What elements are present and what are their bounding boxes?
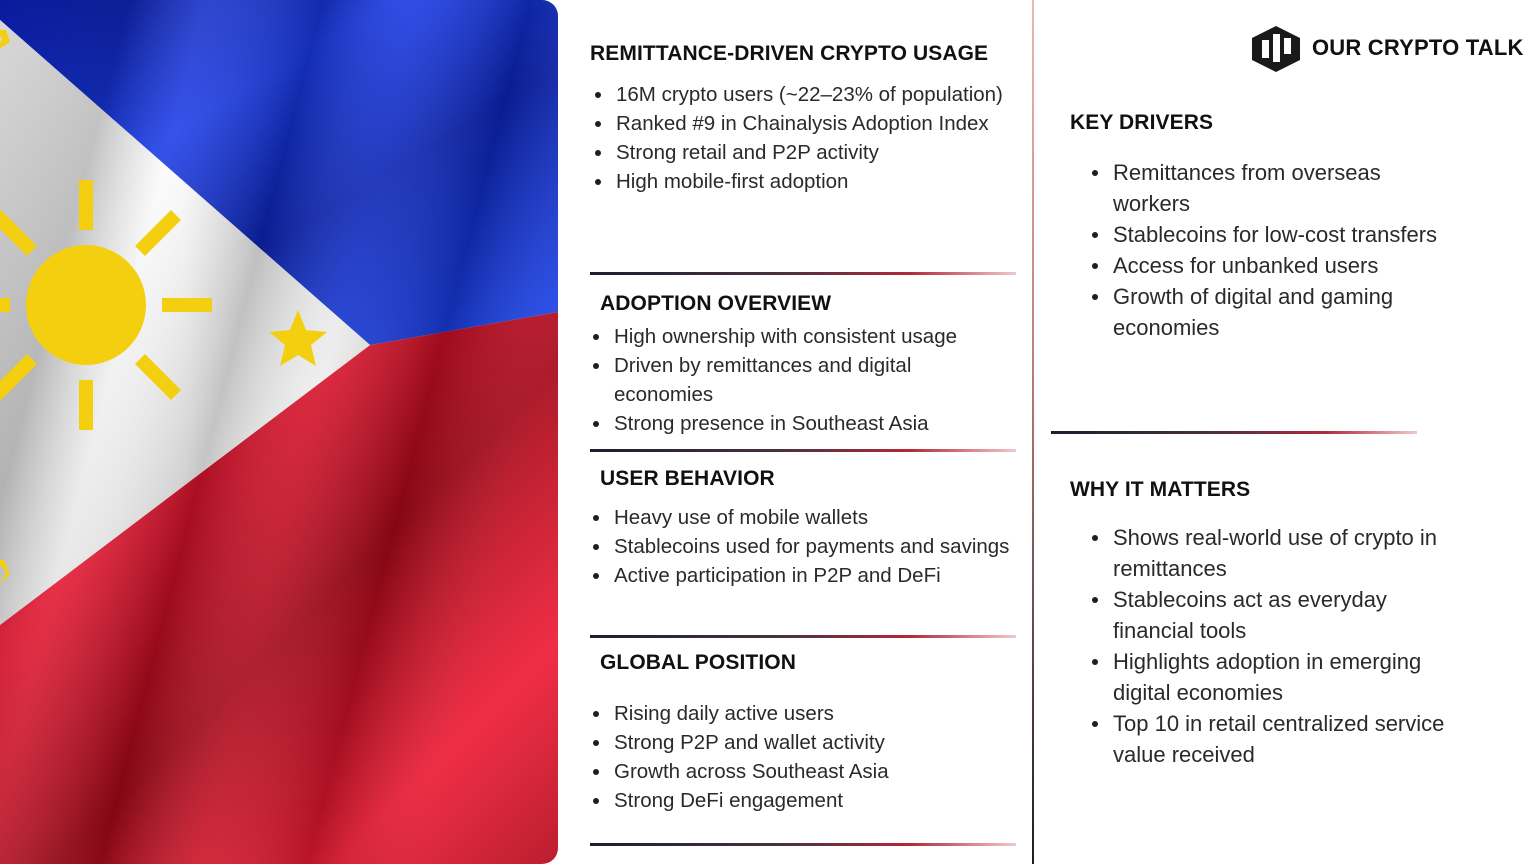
section-drivers [1070, 111, 1450, 343]
list-item: Stablecoins act as everyday financial tools [1087, 584, 1460, 646]
section-rule [590, 843, 1016, 846]
section-heading: WHY IT MATTERS [1070, 478, 1251, 501]
list-item: 16M crypto users (~22–23% of population) [590, 80, 1020, 109]
remittance-list [590, 80, 1020, 196]
adoption-list [588, 322, 1010, 438]
list-item: Rising daily active users [588, 699, 1010, 728]
list-item: High ownership with consistent usage [588, 322, 1010, 351]
section-rule [1051, 431, 1417, 434]
section-rule [590, 272, 1016, 275]
list-item: Strong DeFi engagement [588, 786, 1010, 815]
philippine-flag-image [0, 0, 558, 864]
section-heading: KEY DRIVERS [1070, 111, 1214, 134]
section-heading: USER BEHAVIOR [600, 467, 775, 490]
hexagon-logo-icon [1248, 24, 1304, 72]
section-rule [590, 449, 1016, 452]
section-heading: GLOBAL POSITION [600, 651, 796, 674]
list-item: Growth across Southeast Asia [588, 757, 1010, 786]
list-item: Strong retail and P2P activity [590, 138, 1020, 167]
section-remittance [590, 42, 1020, 196]
section-behavior [600, 467, 1010, 590]
logo-text: OUR CRYPTO TALK [1312, 35, 1524, 60]
list-item: Stablecoins for low-cost transfers [1087, 219, 1450, 250]
section-matters [1070, 478, 1460, 770]
list-item: Heavy use of mobile wallets [588, 503, 1010, 532]
section-heading: ADOPTION OVERVIEW [600, 292, 832, 315]
vertical-divider [1032, 0, 1034, 864]
list-item: Remittances from overseas workers [1087, 157, 1450, 219]
list-item: Strong P2P and wallet activity [588, 728, 1010, 757]
global-list [588, 699, 1010, 815]
list-item: Ranked #9 in Chainalysis Adoption Index [590, 109, 1020, 138]
drivers-list [1087, 157, 1450, 343]
list-item: High mobile-first adoption [590, 167, 1020, 196]
list-item: Driven by remittances and digital economies [588, 351, 1010, 409]
flag-svg [0, 0, 558, 864]
section-rule [590, 635, 1016, 638]
list-item: Stablecoins used for payments and savings [588, 532, 1010, 561]
brand-logo [1248, 24, 1524, 72]
list-item: Shows real-world use of crypto in remittances [1087, 522, 1460, 584]
section-adoption [600, 292, 1010, 438]
matters-list [1087, 522, 1460, 770]
section-global [600, 651, 1010, 815]
list-item: Strong presence in Southeast Asia [588, 409, 1010, 438]
list-item: Active participation in P2P and DeFi [588, 561, 1010, 590]
list-item: Highlights adoption in emerging digital economies [1087, 646, 1460, 708]
behavior-list [588, 503, 1010, 590]
section-heading: REMITTANCE-DRIVEN CRYPTO USAGE [590, 42, 989, 65]
list-item: Top 10 in retail centralized service value received [1087, 708, 1460, 770]
list-item: Growth of digital and gaming economies [1087, 281, 1450, 343]
list-item: Access for unbanked users [1087, 250, 1450, 281]
